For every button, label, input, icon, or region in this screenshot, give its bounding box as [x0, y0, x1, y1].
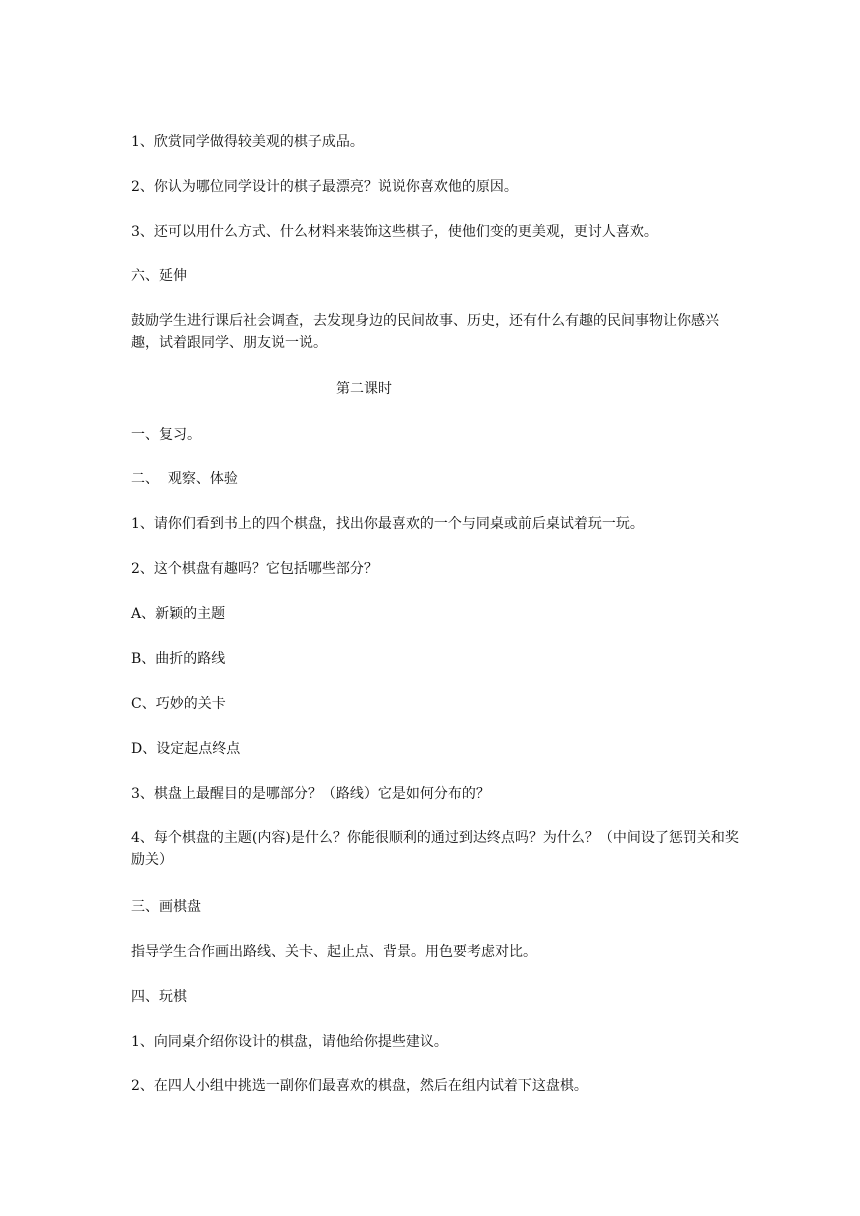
list-item: B、曲折的路线: [131, 651, 226, 667]
paragraph: 2、你认为哪位同学设计的棋子最漂亮？说说你喜欢他的原因。: [131, 179, 518, 195]
paragraph: 2、这个棋盘有趣吗？它包括哪些部分？: [131, 561, 378, 577]
section-heading: 六、延伸: [131, 268, 187, 284]
paragraph: 指导学生合作画出路线、关卡、起止点、背景。用色要考虑对比。: [131, 944, 537, 960]
paragraph: 1、向同桌介绍你设计的棋盘，请他给你提些建议。: [131, 1034, 448, 1050]
paragraph: 4、每个棋盘的主题(内容)是什么？你能很顺利的通过到达终点吗？为什么？（中间设了惩罚关和奖励关）: [131, 830, 739, 868]
lesson-heading: 第二课时: [336, 381, 392, 397]
section-heading: 二、 观察、体验: [131, 471, 238, 487]
paragraph: 1、请你们看到书上的四个棋盘，找出你最喜欢的一个与同桌或前后桌试着玩一玩。: [131, 516, 644, 532]
section-heading: 一、复习。: [131, 427, 201, 443]
list-item: C、巧妙的关卡: [131, 696, 226, 712]
paragraph: 1、欣赏同学做得较美观的棋子成品。: [131, 134, 364, 150]
list-item: D、设定起点终点: [131, 741, 241, 757]
paragraph: 3、还可以用什么方式、什么材料来装饰这些棋子，使他们变的更美观，更讨人喜欢。: [131, 224, 658, 240]
paragraph: 3、棋盘上最醒目的是哪部分？（路线）它是如何分布的？: [131, 786, 490, 802]
paragraph: 鼓励学生进行课后社会调查，去发现身边的民间故事、历史，还有什么有趣的民间事物让你感兴趣，试着跟同学、朋友说一说。: [131, 313, 719, 351]
section-heading: 四、玩棋: [131, 989, 187, 1005]
list-item: A、新颖的主题: [131, 606, 226, 622]
section-heading: 三、画棋盘: [131, 899, 201, 915]
paragraph: 2、在四人小组中挑选一副你们最喜欢的棋盘，然后在组内试着下这盘棋。: [131, 1078, 588, 1094]
